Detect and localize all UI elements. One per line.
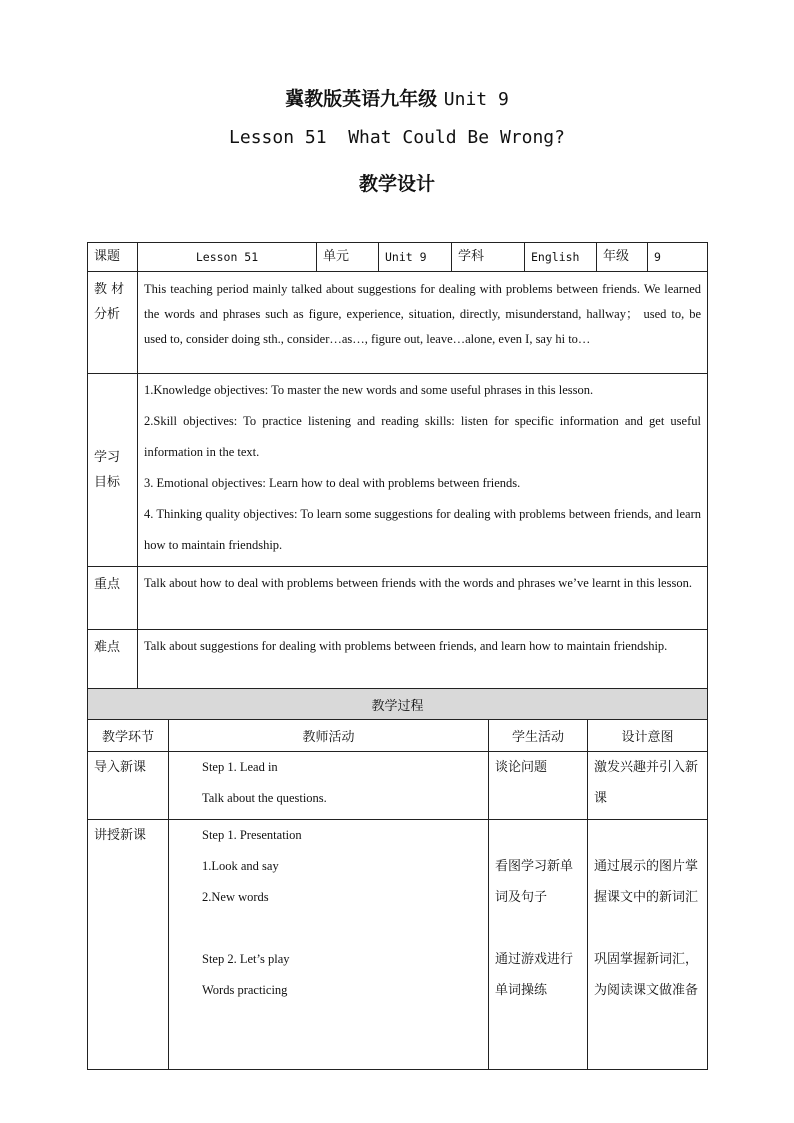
teacher-activity xyxy=(169,820,488,1006)
subject-label: 学科 xyxy=(458,249,485,264)
col-header-teacher: 教师活动 xyxy=(302,730,355,745)
analysis-label-line2: 分析 xyxy=(94,307,121,322)
analysis-label-line1: 教 材 xyxy=(94,282,125,297)
teacher-activity xyxy=(169,752,488,814)
process-table xyxy=(87,688,708,1070)
title-cn: 冀教版英语九年级 xyxy=(285,88,438,110)
topic-label: 课题 xyxy=(94,249,121,264)
subject-value: English xyxy=(531,250,580,264)
unit-value: Unit 9 xyxy=(385,250,427,264)
objective-item: 2.Skill objectives: To practice listening and reading skills: listen for specific information and get useful information in the text. xyxy=(144,414,701,459)
student-activity xyxy=(489,820,587,1011)
design-intent xyxy=(588,820,707,1011)
stage-cell: 导入新课 xyxy=(94,760,147,775)
design-intent-a: 通过展示的图片掌握课文中的新词汇 xyxy=(594,859,699,905)
student-activity: 谈论问题 xyxy=(495,760,548,775)
col-header-intent: 设计意图 xyxy=(621,730,674,745)
objectives-label-line2: 目标 xyxy=(94,475,121,490)
grade-value: 9 xyxy=(654,250,661,264)
unit-label: 单元 xyxy=(323,249,350,264)
design-title: 教学设计 xyxy=(358,173,435,195)
student-activity-b: 通过游戏进行单词操练 xyxy=(495,952,574,998)
teacher-step: Step 2. Let’s play xyxy=(202,952,290,966)
analysis-text: This teaching period mainly talked about suggestions for dealing with problems between friends. We learned the words and phrases such as figure, experience, situation, directly, misunderstand, hallway； used to, be used to, consider doing sth., consider…as…, figure out, leave…alone, even I, say hi to… xyxy=(144,282,701,346)
table-row xyxy=(88,820,708,1070)
objective-item: 1.Knowledge objectives: To master the new words and some useful phrases in this lesson. xyxy=(144,383,594,397)
objective-item: 4. Thinking quality objectives: To learn some suggestions for dealing with problems between friends, and learn how to maintain friendship. xyxy=(144,507,701,552)
student-activity-a: 看图学习新单词及句子 xyxy=(495,859,574,905)
design-intent-b: 巩固掌握新词汇，为阅读课文做准备 xyxy=(594,952,699,998)
document-title xyxy=(0,84,794,111)
lesson-title: Lesson 51 What Could Be Wrong? xyxy=(229,127,565,148)
teacher-step: Talk about the questions. xyxy=(202,791,327,805)
teacher-step: 2.New words xyxy=(202,890,269,904)
analysis-label xyxy=(88,272,137,332)
teacher-step xyxy=(202,913,482,944)
teacher-step: Step 1. Lead in xyxy=(202,760,278,774)
key-point-text: Talk about how to deal with problems between friends with the words and phrases we’ve learnt in this lesson. xyxy=(144,576,692,590)
col-header-student: 学生活动 xyxy=(511,730,564,745)
design-intent: 激发兴趣并引入新课 xyxy=(594,760,699,806)
teacher-step: Step 1. Presentation xyxy=(202,828,302,842)
key-point-label: 重点 xyxy=(94,577,121,592)
table-row xyxy=(88,752,708,820)
teacher-step: 1.Look and say xyxy=(202,859,279,873)
difficult-point-label: 难点 xyxy=(94,640,121,655)
process-section-title: 教学过程 xyxy=(371,698,424,714)
objective-item: 3. Emotional objectives: Learn how to deal with problems between friends. xyxy=(144,476,521,490)
teacher-step: Words practicing xyxy=(202,983,288,997)
stage-cell: 讲授新课 xyxy=(94,828,147,843)
difficult-point-text: Talk about suggestions for dealing with problems between friends, and learn how to maintain friendship. xyxy=(144,639,668,653)
topic-value: Lesson 51 xyxy=(195,250,259,264)
objectives-label xyxy=(88,440,137,500)
objectives-list xyxy=(138,374,707,566)
title-unit: Unit 9 xyxy=(443,89,509,110)
col-header-stage: 教学环节 xyxy=(101,730,154,745)
objectives-label-line1: 学习 xyxy=(94,450,121,465)
grade-label: 年级 xyxy=(603,249,630,264)
lesson-info-table xyxy=(87,242,708,693)
